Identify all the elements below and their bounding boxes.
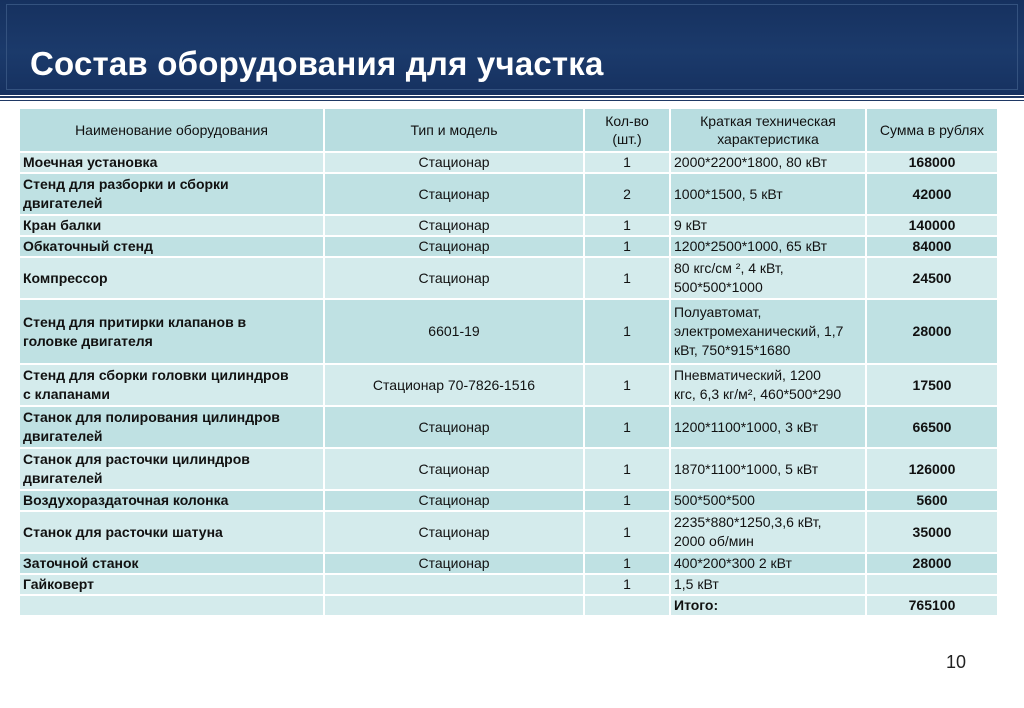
cell-type: [325, 237, 583, 256]
cell-qty-text: 1: [623, 238, 631, 254]
cell-qty-text: 1: [623, 376, 631, 393]
cell-sum-text: 28000: [912, 555, 952, 571]
table-row: [20, 365, 997, 405]
header-type: Тип и модель: [325, 109, 583, 151]
cell-type-text: Стационар: [418, 555, 490, 571]
cell-spec-text: 2000*2200*1800, 80 кВт: [674, 154, 827, 170]
cell-name: [20, 554, 323, 573]
cell-type: [325, 407, 583, 447]
cell-sum-text: 17500: [912, 376, 952, 393]
cell-sum: [867, 216, 997, 235]
cell-sum: [867, 365, 997, 405]
table-row: [20, 174, 997, 214]
cell-qty-text: 1: [623, 217, 631, 233]
cell-sum: [867, 258, 997, 298]
cell-spec: [671, 258, 865, 298]
cell-qty: [585, 575, 669, 594]
cell-name-text: Станок для полирования цилиндров: [23, 409, 280, 425]
header-spec: Краткая техническая характеристика: [671, 109, 865, 151]
cell-qty: [585, 407, 669, 447]
cell-spec: [671, 554, 865, 573]
cell-spec: [671, 575, 865, 594]
cell-spec-text: 400*200*300 2 кВт: [674, 555, 792, 571]
cell-sum: [867, 491, 997, 510]
cell-qty: [585, 449, 669, 489]
cell-type-text: Стационар 70-7826-1516: [372, 376, 536, 393]
cell-spec: [671, 491, 865, 510]
cell-name-text: двигателей: [23, 470, 103, 486]
cell-qty-text: 1: [623, 555, 631, 571]
cell-sum: [867, 512, 997, 552]
table-row: [20, 512, 997, 552]
cell-type-text: 6601-19: [428, 323, 480, 339]
cell-sum: [867, 575, 997, 594]
cell-spec-text: 9 кВт: [674, 217, 708, 233]
cell-spec-text: 1200*2500*1000, 65 кВт: [674, 238, 827, 254]
header-name: Наименование оборудования: [20, 109, 323, 151]
table-row: [20, 216, 997, 235]
cell-name: [20, 491, 323, 510]
cell-type-text: Стационар: [418, 154, 490, 170]
cell-sum-text: 140000: [908, 217, 956, 233]
cell-type: [325, 153, 583, 172]
cell-qty: [585, 491, 669, 510]
cell-spec-text: 2235*880*1250,3,6 кВт,: [674, 514, 822, 530]
cell-sum-text: 42000: [912, 185, 952, 202]
cell-type: [325, 512, 583, 552]
cell-name-text: Заточной станок: [23, 555, 139, 571]
cell-type: [325, 575, 583, 594]
cell-qty-text: 1: [623, 492, 631, 508]
cell-name: [20, 216, 323, 235]
cell-name-text: с клапанами: [23, 386, 110, 402]
cell-sum-text: 35000: [912, 523, 952, 540]
cell-spec: [671, 300, 865, 363]
cell-sum: [867, 300, 997, 363]
cell-qty: [585, 300, 669, 363]
cell-type: [325, 449, 583, 489]
table-row: [20, 300, 997, 363]
cell-qty: [585, 237, 669, 256]
cell-type-text: Стационар: [418, 523, 490, 540]
cell-qty: [585, 153, 669, 172]
cell-sum: [867, 554, 997, 573]
cell-sum-text: 24500: [912, 269, 952, 286]
cell-name-text: Воздухораздаточная колонка: [23, 492, 229, 508]
table-row: [20, 237, 997, 256]
cell-qty: [585, 554, 669, 573]
cell-qty-text: 1: [623, 269, 631, 286]
cell-qty: [585, 174, 669, 214]
cell-name-text: Кран балки: [23, 217, 102, 233]
cell-name: [20, 512, 323, 552]
equipment-table: [18, 107, 999, 617]
cell-spec: [671, 449, 865, 489]
cell-qty-text: 1: [623, 418, 631, 435]
cell-spec: [671, 174, 865, 214]
cell-spec: [671, 407, 865, 447]
cell-spec-text: кВт, 750*915*1680: [674, 342, 791, 358]
cell-name: [20, 300, 323, 363]
cell-sum-text: 126000: [908, 460, 956, 477]
table-body: [20, 153, 997, 594]
cell-name-text: Станок для расточки шатуна: [23, 523, 223, 540]
cell-type: [325, 174, 583, 214]
cell-name: [20, 449, 323, 489]
cell-spec: [671, 365, 865, 405]
table-row: [20, 554, 997, 573]
cell-name-text: Стенд для разборки и сборки: [23, 176, 229, 192]
slide-header: [0, 0, 1024, 96]
header-qty: Кол-во (шт.): [585, 109, 669, 151]
cell-type-text: Стационар: [418, 460, 490, 477]
cell-name-text: Гайковерт: [23, 576, 94, 592]
cell-type-text: Стационар: [418, 185, 490, 202]
cell-name-text: двигателей: [23, 195, 103, 211]
cell-type-text: Стационар: [418, 269, 490, 286]
cell-sum: [867, 153, 997, 172]
cell-type: [325, 216, 583, 235]
cell-type: [325, 300, 583, 363]
cell-spec-text: 80 кгс/см ², 4 кВт,: [674, 260, 784, 276]
cell-qty-text: 1: [623, 576, 631, 592]
slide-title: Состав оборудования для участка: [30, 45, 604, 82]
cell-name: [20, 237, 323, 256]
cell-spec-text: 500*500*500: [674, 492, 755, 508]
table-total-row: [20, 596, 997, 615]
cell-sum: [867, 407, 997, 447]
cell-qty-text: 1: [623, 154, 631, 170]
total-label: Итого:: [671, 596, 865, 615]
cell-sum-text: 84000: [912, 238, 952, 254]
cell-spec-text: кгс, 6,3 кг/м², 460*500*290: [674, 386, 842, 402]
cell-qty: [585, 365, 669, 405]
cell-spec: [671, 237, 865, 256]
cell-sum: [867, 237, 997, 256]
cell-name-text: Стенд для притирки клапанов в: [23, 313, 247, 330]
cell-spec-text: Полуавтомат,: [674, 304, 762, 320]
cell-name: [20, 258, 323, 298]
cell-qty: [585, 258, 669, 298]
cell-name-text: Станок для расточки цилиндров: [23, 451, 250, 467]
table-row: [20, 153, 997, 172]
cell-name-text: Стенд для сборки головки цилиндров: [23, 367, 289, 383]
cell-spec-text: 1870*1100*1000, 5 кВт: [674, 460, 819, 477]
table-row: [20, 491, 997, 510]
cell-type: [325, 554, 583, 573]
cell-type: [325, 365, 583, 405]
divider-line: [0, 96, 1024, 98]
cell-type: [325, 258, 583, 298]
cell-spec-text: 2000 об/мин: [674, 533, 754, 549]
cell-name-text: головке двигателя: [23, 332, 153, 349]
total-empty-2: [325, 596, 583, 615]
cell-type-text: Стационар: [418, 238, 490, 254]
cell-sum-text: 5600: [916, 492, 948, 508]
cell-sum-text: 66500: [912, 418, 952, 435]
cell-name-text: Моечная установка: [23, 154, 158, 170]
cell-name: [20, 575, 323, 594]
total-empty-1: [20, 596, 323, 615]
table-row: [20, 407, 997, 447]
cell-name: [20, 407, 323, 447]
cell-spec: [671, 216, 865, 235]
cell-spec-text: электромеханический, 1,7: [674, 323, 844, 339]
cell-spec-text: 500*500*1000: [674, 279, 763, 295]
cell-sum-text: 28000: [912, 323, 952, 339]
cell-spec-text: 1,5 кВт: [674, 576, 719, 592]
header-sum: Сумма в рублях: [867, 109, 997, 151]
cell-spec: [671, 512, 865, 552]
cell-sum: [867, 174, 997, 214]
cell-type-text: Стационар: [418, 418, 490, 435]
cell-type: [325, 491, 583, 510]
cell-type-text: Стационар: [418, 492, 490, 508]
cell-name-text: Обкаточный стенд: [23, 238, 154, 254]
page-number: 10: [946, 652, 967, 672]
divider-line-thin: [0, 100, 1024, 101]
total-empty-3: [585, 596, 669, 615]
cell-name: [20, 174, 323, 214]
cell-spec-text: 1000*1500, 5 кВт: [674, 185, 783, 202]
cell-qty: [585, 512, 669, 552]
cell-name-text: двигателей: [23, 428, 103, 444]
total-sum: 765100: [867, 596, 997, 615]
cell-name: [20, 365, 323, 405]
cell-qty-text: 1: [623, 523, 631, 540]
cell-qty-text: 1: [623, 460, 631, 477]
cell-qty: [585, 216, 669, 235]
cell-qty-text: 2: [623, 185, 631, 202]
cell-spec-text: 1200*1100*1000, 3 кВт: [674, 418, 819, 435]
cell-type-text: Стационар: [418, 217, 490, 233]
cell-sum: [867, 449, 997, 489]
cell-name: [20, 153, 323, 172]
table-row: [20, 449, 997, 489]
table-row: [20, 575, 997, 594]
cell-spec: [671, 153, 865, 172]
cell-sum-text: 168000: [908, 154, 956, 170]
cell-spec-text: Пневматический, 1200: [674, 367, 821, 383]
table-header-row: [20, 109, 997, 151]
cell-name-text: Компрессор: [23, 269, 108, 286]
cell-qty-text: 1: [623, 323, 631, 339]
table-row: [20, 258, 997, 298]
